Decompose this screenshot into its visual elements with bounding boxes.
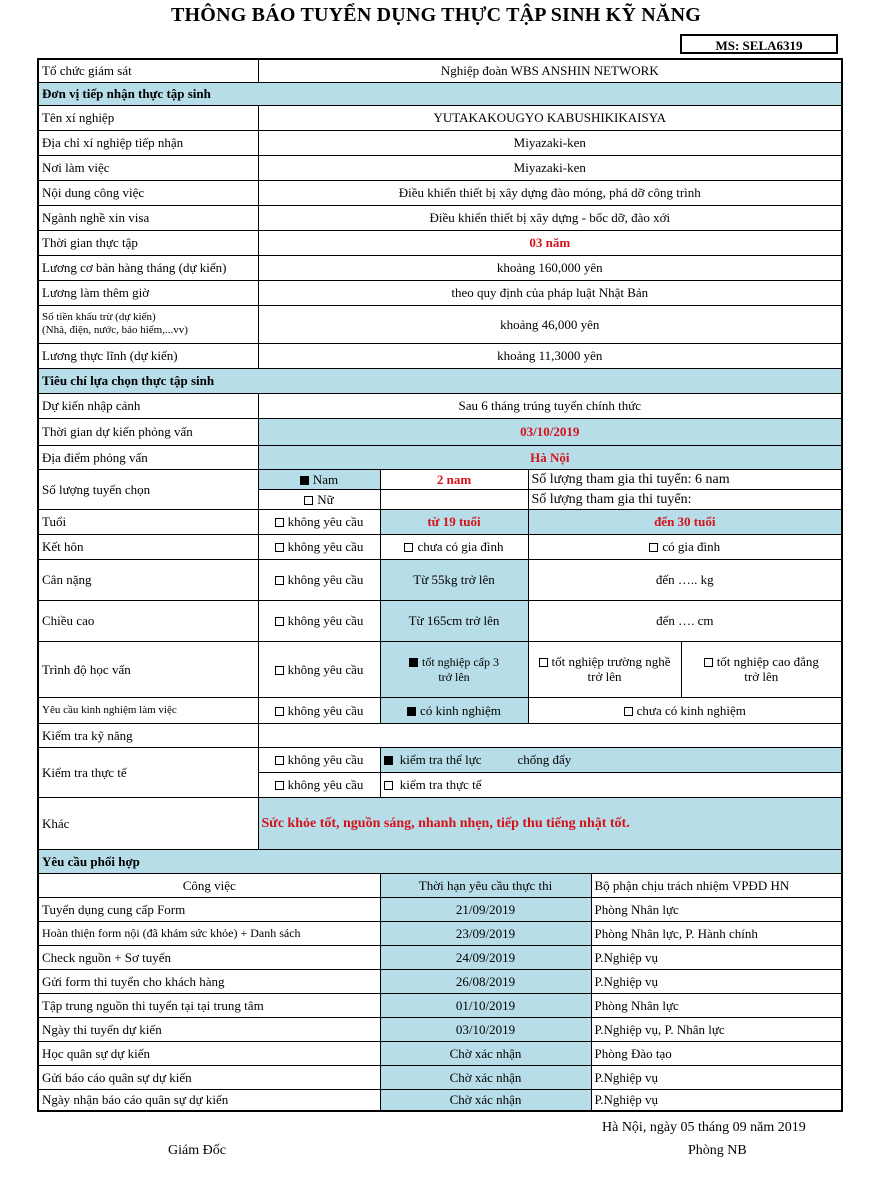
checkbox-icon: [304, 496, 313, 505]
height-label: Chiều cao: [38, 600, 258, 641]
marriage-opt-label: không yêu cầu: [287, 539, 364, 554]
male-label: Nam: [312, 471, 339, 487]
checkbox-icon: [704, 658, 713, 667]
checkbox-icon: [275, 666, 284, 675]
vocational-label: tốt nghiệp trường nghề: [551, 654, 671, 669]
practical-test-label-2: kiểm tra thực tế: [399, 777, 482, 792]
coord-dept: Phòng Nhân lực, P. Hành chính: [591, 921, 842, 945]
interview-place-label: Địa điểm phỏng vấn: [38, 445, 258, 469]
marriage-single[interactable]: [380, 534, 528, 559]
coord-task: Ngày thi tuyển dự kiến: [38, 1017, 380, 1041]
experience-yes-label: có kinh nghiệm: [420, 702, 501, 718]
internship-duration-label: Thời gian thực tập: [38, 230, 258, 255]
checkbox-icon: [275, 707, 284, 716]
skill-test-label: Kiểm tra kỹ năng: [38, 723, 258, 747]
coord-task: Hoàn thiện form nội (đã khám sức khỏe) + Danh sách: [38, 921, 380, 945]
coord-task: Ngày nhận báo cáo quân sự dự kiến: [38, 1089, 380, 1111]
org-value: Nghiệp đoàn WBS ANSHIN NETWORK: [258, 59, 842, 82]
checkbox-icon: [539, 658, 548, 667]
experience-opt-label: không yêu cầu: [287, 702, 364, 718]
weight-no-requirement[interactable]: [258, 559, 380, 600]
job-content-label: Nội dung công việc: [38, 180, 258, 205]
checkbox-icon: [384, 781, 393, 790]
checked-box-icon: [409, 658, 418, 667]
practical-test-option[interactable]: [380, 772, 842, 797]
education-opt-label: không yêu cầu: [287, 661, 364, 677]
interview-place-value: Hà Nội: [258, 445, 842, 469]
entry-value: Sau 6 tháng trúng tuyển chính thức: [258, 393, 842, 418]
coord-dept: P.Nghiệp vụ, P. Nhân lực: [591, 1017, 842, 1041]
other-label: Khác: [38, 797, 258, 849]
experience-no-label: chưa có kinh nghiệm: [636, 702, 746, 718]
table-row: [38, 1017, 842, 1041]
base-salary-label: Lương cơ bản hàng tháng (dự kiến): [38, 255, 258, 280]
table-row: [38, 1041, 842, 1065]
job-content-value: Điều khiển thiết bị xây dựng đào móng, phá dỡ công trình: [258, 180, 842, 205]
marriage-married-label: có gia đình: [662, 539, 721, 554]
high-school-label: tốt nghiệp cấp 3: [422, 654, 499, 669]
coord-task: Check nguồn + Sơ tuyển: [38, 945, 380, 969]
deduction-value: khoảng 46,000 yên: [258, 305, 842, 343]
coord-task: Gửi form thi tuyển cho khách hàng: [38, 969, 380, 993]
height-opt-label: không yêu cầu: [287, 613, 364, 628]
practical-opt3-label: không yêu cầu: [287, 777, 364, 792]
experience-no[interactable]: [528, 697, 842, 723]
workplace-value: Miyazaki-ken: [258, 155, 842, 180]
marriage-label: Kết hôn: [38, 534, 258, 559]
coord-deadline: 26/08/2019: [380, 969, 591, 993]
pushup-label: chống đẩy: [517, 752, 572, 767]
coord-task: Học quân sự dự kiến: [38, 1041, 380, 1065]
checkbox-icon: [275, 518, 284, 527]
college-label: tốt nghiệp cao đẳng: [716, 654, 819, 669]
experience-yes[interactable]: [380, 697, 528, 723]
experience-label: Yêu cầu kinh nghiệm làm việc: [38, 697, 258, 723]
experience-no-requirement[interactable]: [258, 697, 380, 723]
table-row: [38, 945, 842, 969]
company-address-value: Miyazaki-ken: [258, 130, 842, 155]
age-label: Tuổi: [38, 509, 258, 534]
coord-deadline: 21/09/2019: [380, 897, 591, 921]
coord-header-deadline: Thời hạn yêu cầu thực thi: [380, 873, 591, 897]
coord-dept: P.Nghiệp vụ: [591, 945, 842, 969]
physical-test-option[interactable]: [380, 747, 842, 772]
quantity-label: Số lượng tuyển chọn: [38, 469, 258, 509]
deduction-label-line2: (Nhà, điện, nước, bảo hiểm,...vv): [42, 324, 188, 336]
height-no-requirement[interactable]: [258, 600, 380, 641]
company-address-label: Địa chỉ xí nghiệp tiếp nhận: [38, 130, 258, 155]
entry-label: Dự kiến nhập cảnh: [38, 393, 258, 418]
checked-box-icon: [407, 707, 416, 716]
female-option[interactable]: [258, 489, 380, 509]
coord-dept: Phòng Nhân lực: [591, 897, 842, 921]
male-exam-count: Số lượng tham gia thi tuyển: 6 nam: [528, 469, 842, 489]
company-name-value: YUTAKAKOUGYO KABUSHIKIKAISYA: [258, 105, 842, 130]
coord-deadline: 01/10/2019: [380, 993, 591, 1017]
weight-label: Cân nặng: [38, 559, 258, 600]
marriage-single-label: chưa có gia đình: [417, 539, 504, 554]
coord-deadline: 24/09/2019: [380, 945, 591, 969]
coord-dept: P.Nghiệp vụ: [591, 1065, 842, 1089]
signature-director: Giám Đốc: [168, 1143, 226, 1158]
other-value: Sức khỏe tốt, nguồn sáng, nhanh nhẹn, tiếp thu tiếng nhật tốt.: [258, 797, 842, 849]
coord-header-task: Công việc: [38, 873, 380, 897]
weight-from: Từ 55kg trở lên: [380, 559, 528, 600]
male-count: 2 nam: [380, 469, 528, 489]
coord-dept: Phòng Nhân lực: [591, 993, 842, 1017]
weight-to: đến ….. kg: [528, 559, 842, 600]
coord-deadline: Chờ xác nhận: [380, 1041, 591, 1065]
education-high-school[interactable]: [380, 641, 528, 697]
age-to: đến 30 tuổi: [528, 509, 842, 534]
interview-time-label: Thời gian dự kiến phỏng vấn: [38, 418, 258, 445]
female-exam-count: Số lượng tham gia thi tuyển:: [528, 489, 842, 509]
coord-task: Tập trung nguồn thi tuyển tại tại trung tâm: [38, 993, 380, 1017]
education-no-requirement[interactable]: [258, 641, 380, 697]
internship-duration-value: 03 năm: [258, 230, 842, 255]
checked-box-icon: [384, 756, 393, 765]
signature-department: Phòng NB: [688, 1143, 747, 1158]
footer-date: Hà Nội, ngày 05 tháng 09 năm 2019: [602, 1120, 806, 1135]
checkbox-icon: [275, 543, 284, 552]
marriage-married[interactable]: [528, 534, 842, 559]
vocational-label-2: trở lên: [587, 669, 622, 684]
weight-opt-label: không yêu cầu: [287, 572, 364, 587]
checkbox-icon: [624, 707, 633, 716]
female-count: [380, 489, 528, 509]
org-label: Tổ chức giám sát: [38, 59, 258, 82]
visa-field-value: Điều khiển thiết bị xây dựng - bốc dỡ, đào xới: [258, 205, 842, 230]
coord-dept: P.Nghiệp vụ: [591, 969, 842, 993]
overtime-label: Lương làm thêm giờ: [38, 280, 258, 305]
section-receiving-unit: Đơn vị tiếp nhận thực tập sinh: [38, 82, 842, 105]
base-salary-value: khoảng 160,000 yên: [258, 255, 842, 280]
practical-no-requirement-2[interactable]: [258, 772, 380, 797]
skill-test-value: [258, 723, 842, 747]
coord-dept: P.Nghiệp vụ: [591, 1089, 842, 1111]
coord-task: Gửi báo cáo quân sự dự kiến: [38, 1065, 380, 1089]
checkbox-icon: [275, 617, 284, 626]
female-label: Nữ: [317, 491, 334, 507]
deduction-label-line1: Số tiền khấu trừ (dự kiến): [42, 311, 156, 323]
checkbox-icon: [275, 781, 284, 790]
coord-task: Tuyển dụng cung cấp Form: [38, 897, 380, 921]
practical-no-requirement-1[interactable]: [258, 747, 380, 772]
visa-field-label: Ngành nghề xin visa: [38, 205, 258, 230]
coord-deadline: Chờ xác nhận: [380, 1089, 591, 1111]
coord-deadline: 23/09/2019: [380, 921, 591, 945]
checkbox-icon: [404, 543, 413, 552]
checkbox-icon: [275, 576, 284, 585]
marriage-no-requirement[interactable]: [258, 534, 380, 559]
education-vocational[interactable]: [528, 641, 681, 697]
practical-test-label: Kiểm tra thực tế: [38, 747, 258, 797]
high-school-label-2: trở lên: [438, 669, 470, 684]
page-title: THÔNG BÁO TUYỂN DỤNG THỰC TẬP SINH KỸ NĂNG: [171, 4, 701, 26]
company-name-label: Tên xí nghiệp: [38, 105, 258, 130]
recruitment-form: [37, 58, 843, 1112]
coord-dept: Phòng Đào tạo: [591, 1041, 842, 1065]
college-label-2: trở lên: [744, 669, 779, 684]
checkbox-icon: [649, 543, 658, 552]
checked-box-icon: [300, 476, 309, 485]
section-coordination: Yêu cầu phối hợp: [38, 849, 842, 873]
education-label: Trình độ học vấn: [38, 641, 258, 697]
coord-deadline: Chờ xác nhận: [380, 1065, 591, 1089]
table-row: [38, 993, 842, 1017]
workplace-label: Nơi làm việc: [38, 155, 258, 180]
physical-test-label: kiểm tra thể lực: [399, 752, 482, 767]
practical-opt-label: không yêu cầu: [287, 752, 364, 767]
coord-deadline: 03/10/2019: [380, 1017, 591, 1041]
table-row: [38, 1065, 842, 1089]
height-to: đến …. cm: [528, 600, 842, 641]
checkbox-icon: [275, 756, 284, 765]
age-no-requirement[interactable]: [258, 509, 380, 534]
table-row: [38, 897, 842, 921]
male-option[interactable]: [258, 469, 380, 489]
height-from: Từ 165cm trở lên: [380, 600, 528, 641]
section-selection-criteria: Tiêu chí lựa chọn thực tập sinh: [38, 368, 842, 393]
table-row: [38, 1089, 842, 1111]
table-row: [38, 969, 842, 993]
interview-time-value: 03/10/2019: [258, 418, 842, 445]
education-college[interactable]: [681, 641, 842, 697]
overtime-value: theo quy định của pháp luật Nhật Bản: [258, 280, 842, 305]
net-salary-value: khoảng 11,3000 yên: [258, 343, 842, 368]
ms-code: MS: SELA6319: [680, 34, 838, 54]
deduction-label: [38, 305, 258, 343]
age-opt-label: không yêu cầu: [287, 514, 364, 529]
age-from: từ 19 tuổi: [380, 509, 528, 534]
table-row: [38, 921, 842, 945]
net-salary-label: Lương thực lĩnh (dự kiến): [38, 343, 258, 368]
coord-header-dept: Bộ phận chịu trách nhiệm VPĐD HN: [591, 873, 842, 897]
